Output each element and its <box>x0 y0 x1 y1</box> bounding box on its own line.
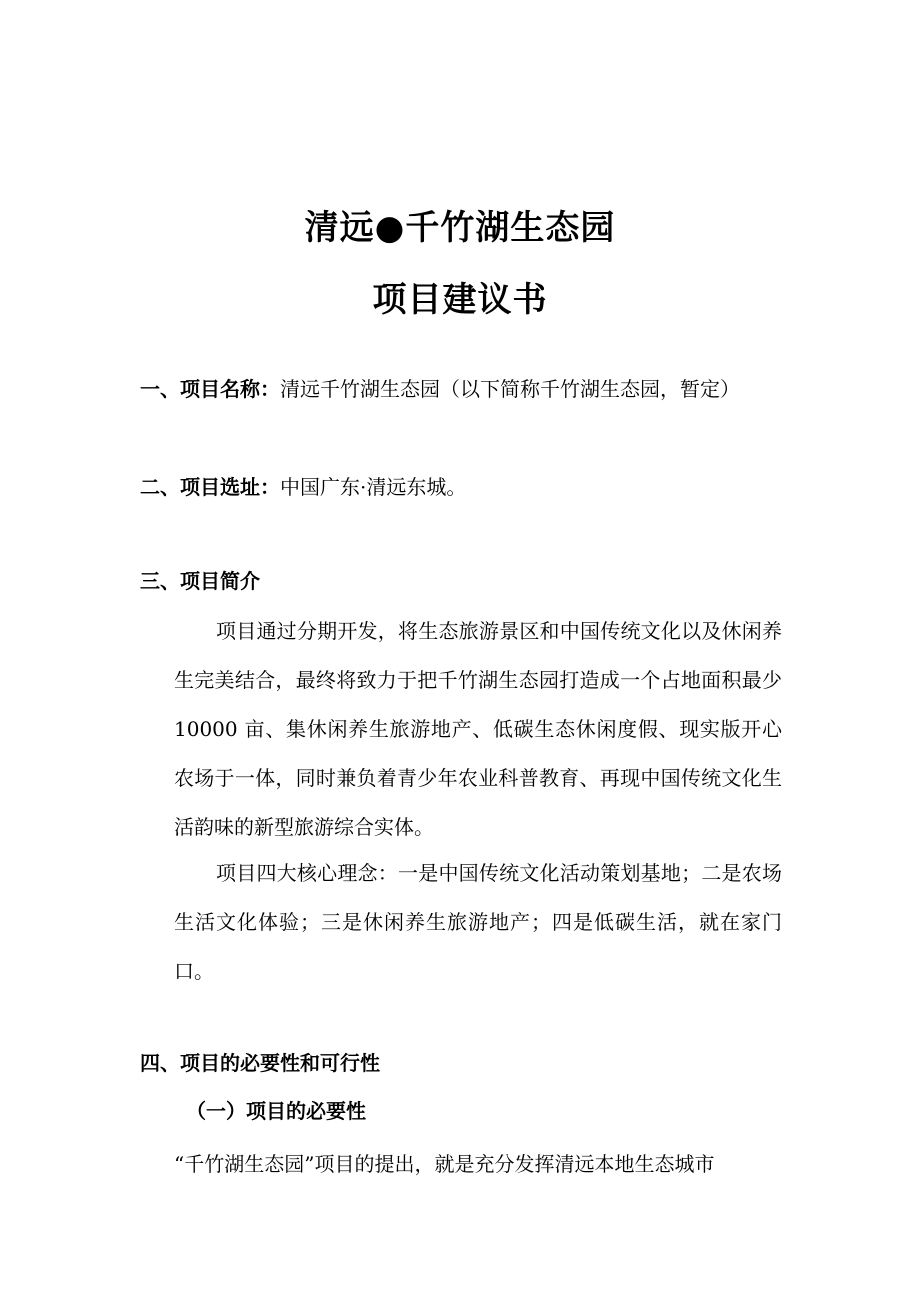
section-necessity-feasibility <box>140 1048 380 1078</box>
section-project-site-label: 二、项目选址： <box>140 475 280 499</box>
intro-paragraph-2: 项目四大核心理念：一是中国传统文化活动策划基地；二是农场生活文化体验；三是休闲养生旅游地产；四是低碳生活，就在家门口。 <box>174 861 782 983</box>
section-necessity-feasibility-label: 四、项目的必要性和可行性 <box>140 1051 380 1075</box>
document-title-line2: 项目建议书 <box>372 280 548 320</box>
section-project-intro-label: 三、项目简介 <box>140 569 260 593</box>
section-project-name <box>140 374 740 404</box>
section-project-intro <box>140 566 260 596</box>
section-project-site <box>140 472 466 502</box>
subsection-necessity-heading: （一）项目的必要性 <box>186 1099 366 1123</box>
section-project-name-value: 清远千竹湖生态园（以下简称千竹湖生态园，暂定） <box>280 377 740 401</box>
document-title-line1: 清远●千竹湖生态园 <box>304 208 616 248</box>
section-project-site-value: 中国广东·清远东城。 <box>280 475 467 499</box>
intro-paragraph-1: 项目通过分期开发，将生态旅游景区和中国传统文化以及休闲养生完美结合，最终将致力于把千竹湖生态园打造成一个占地面积最少 10000 亩、集休闲养生旅游地产、低碳生态休闲度假、现实版开心农场于一体，同时兼负着青少年农业科普教育、再现中国传统文化生活韵味的新型旅游综合实体。 <box>174 619 782 839</box>
necessity-paragraph: “千竹湖生态园”项目的提出，就是充分发挥清远本地生态城市 <box>174 1152 715 1176</box>
section-project-name-label: 一、项目名称： <box>140 377 280 401</box>
